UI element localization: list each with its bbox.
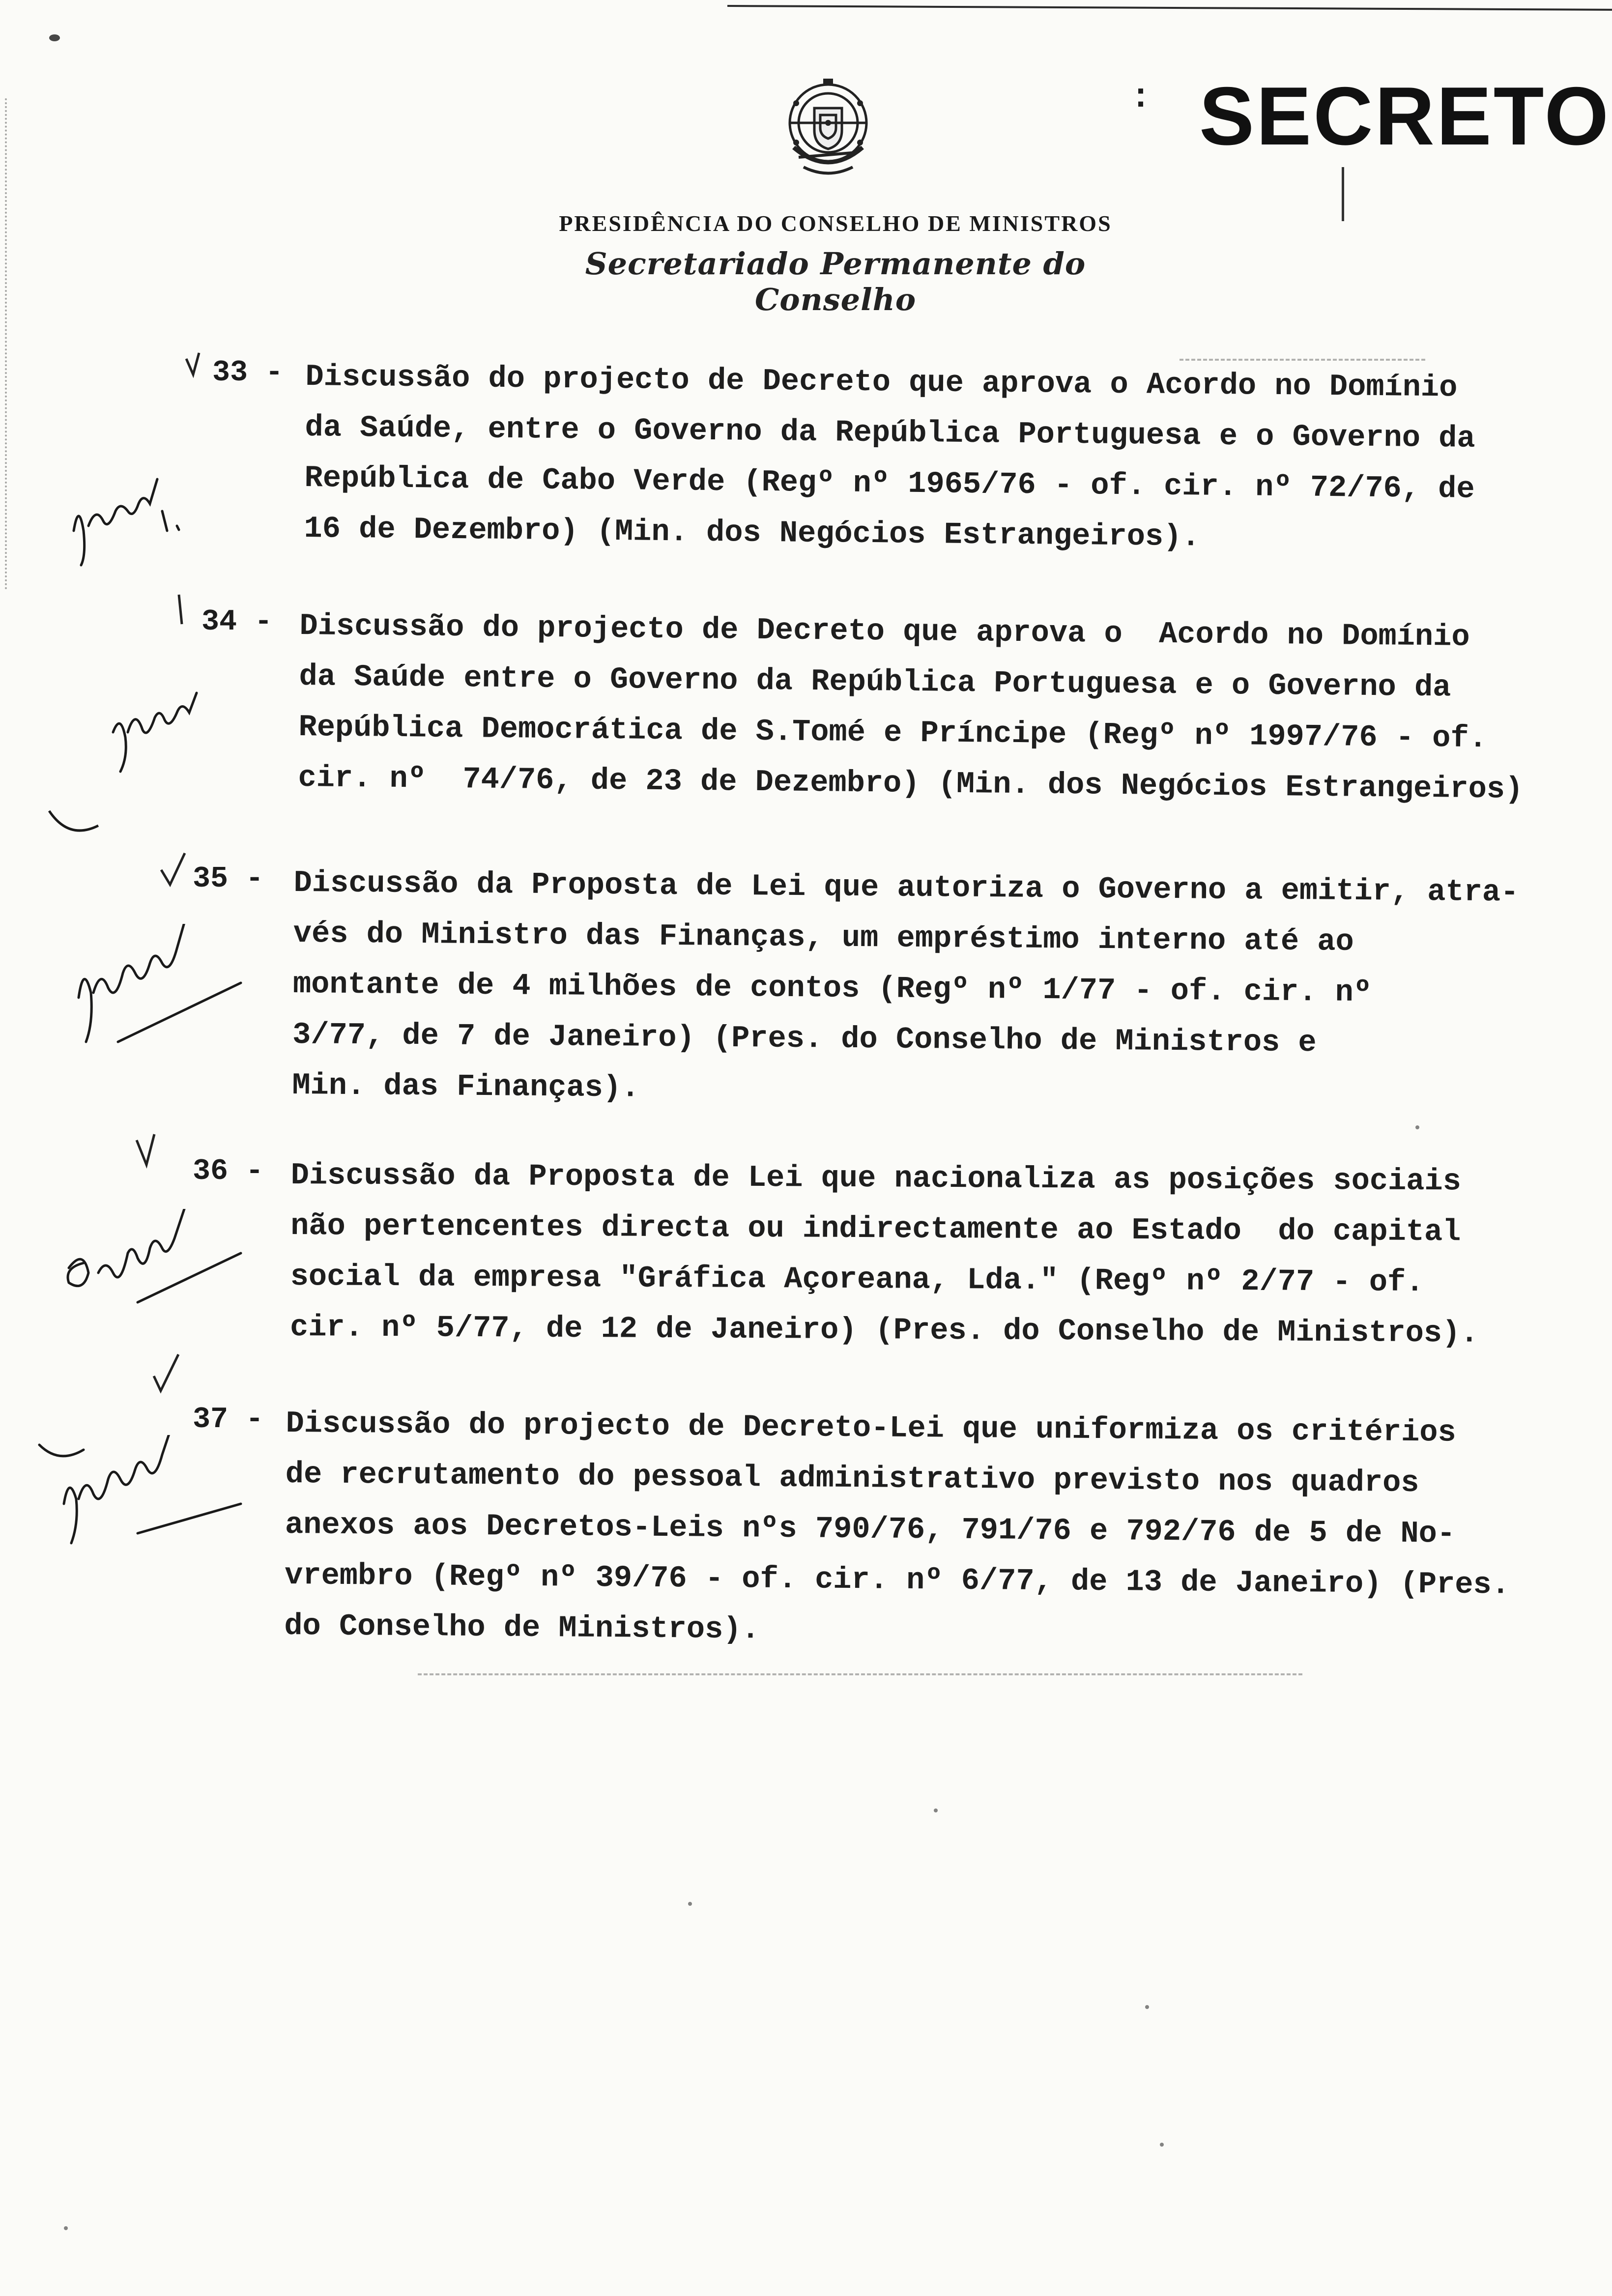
office-name: PRESIDÊNCIA DO CONSELHO DE MINISTROS <box>559 211 1112 236</box>
checkmark-icon <box>150 1351 189 1396</box>
item-text <box>298 601 1525 815</box>
item-text-line: não pertencentes directa ou indirectamente ao Estado do capital <box>290 1208 1461 1250</box>
separator-line <box>1180 359 1425 361</box>
separator-line <box>418 1673 1302 1675</box>
item-text-line: cir. nº 5/77, de 12 de Janeiro) (Pres. do Conselho de Ministros). <box>289 1309 1479 1351</box>
item-text-line: do Conselho de Ministros). <box>284 1608 760 1647</box>
classification-stamp: SECRETO <box>1199 70 1611 162</box>
handwritten-curve-mark <box>44 806 103 845</box>
item-text-line: cir. nº 74/76, de 23 de Dezembro) (Min. dos Negócios Estrangeiros) <box>298 760 1524 807</box>
item-text-line: anexos aos Decretos-Leis nºs 790/76, 791/76 e 792/76 de 5 de No- <box>285 1507 1456 1551</box>
office-subtitle: Secretariado Permanente do Conselho <box>585 246 1086 317</box>
scan-speck <box>1160 2143 1164 2147</box>
item-text-line: da Saúde, entre o Governo da República Portuguesa e o Governo da <box>305 409 1475 456</box>
coat-of-arms-seal-icon <box>774 74 882 197</box>
item-number: 33 - <box>212 356 284 390</box>
item-text <box>292 858 1519 1120</box>
item-number: 35 - <box>193 862 264 896</box>
handwritten-note-aprovado <box>59 472 226 570</box>
left-edge-marks <box>5 98 9 590</box>
item-text-line: República Democrática de S.Tomé e Príncipe (Regº nº 1997/76 - of. <box>298 709 1488 756</box>
scan-speck <box>64 2226 68 2230</box>
checkmark-icon <box>157 850 197 894</box>
top-edge-rule <box>727 5 1612 11</box>
checkmark-icon <box>133 1130 172 1175</box>
item-text-line: social da empresa "Gráfica Açoreana, Lda." (Regº nº 2/77 - of. <box>290 1259 1424 1300</box>
item-text-line: Discussão do projecto de Decreto que aprova o Acordo no Domínio <box>299 608 1470 655</box>
item-text-line: República de Cabo Verde (Regº nº 1965/76 - of. cir. nº 72/76, de <box>304 460 1475 507</box>
item-text-line: de recrutamento do pessoal administrativo previsto nos quadros <box>285 1456 1419 1501</box>
scan-speck <box>934 1808 938 1812</box>
item-text-line: Discussão do projecto de Decreto que aprova o Acordo no Domínio <box>305 359 1458 405</box>
handwritten-note-aprova <box>98 688 256 786</box>
item-text-line: Discussão da Proposta de Lei que nacionaliza as posições sociais <box>290 1157 1462 1199</box>
item-text <box>290 1150 1480 1359</box>
handwritten-note-aprovado <box>64 924 270 1052</box>
item-number: 36 - <box>193 1155 264 1188</box>
item-text <box>284 1398 1511 1661</box>
scan-speck <box>1145 2005 1149 2009</box>
item-number: 37 - <box>193 1403 264 1436</box>
classification-mark <box>1342 167 1344 221</box>
handwritten-note-aprovado <box>34 1435 260 1553</box>
item-text-line: vés do Ministro das Finanças, um empréstimo interno até ao <box>293 916 1354 959</box>
scan-speck <box>49 34 60 41</box>
item-text-line: da Saúde entre o Governo da República Portuguesa e o Governo da <box>299 659 1451 705</box>
item-text-line: Discussão da Proposta de Lei que autoriza o Governo a emitir, atra- <box>293 865 1519 910</box>
item-text-line: 16 de Dezembro) (Min. dos Negócios Estrangeiros). <box>304 511 1200 555</box>
scan-speck <box>1415 1125 1419 1129</box>
item-text <box>304 351 1476 565</box>
item-text-line: Discussão do projecto de Decreto-Lei que uniformiza os critérios <box>286 1406 1456 1450</box>
stray-marks: : <box>1130 79 1151 117</box>
scan-speck <box>688 1902 692 1906</box>
handwritten-note-retirado <box>54 1209 270 1322</box>
item-text-line: montante de 4 milhões de contos (Regº nº 1/77 - of. cir. nº <box>292 966 1372 1010</box>
item-text-line: vrembro (Regº nº 39/76 - of. cir. nº 6/77, de 13 de Janeiro) (Pres. <box>284 1557 1510 1603</box>
item-number: 34 - <box>202 605 273 639</box>
item-text-line: 3/77, de 7 de Janeiro) (Pres. do Conselho de Ministros e <box>292 1017 1317 1061</box>
checkmark-icon <box>167 590 206 634</box>
item-text-line: Min. das Finanças). <box>292 1067 640 1106</box>
